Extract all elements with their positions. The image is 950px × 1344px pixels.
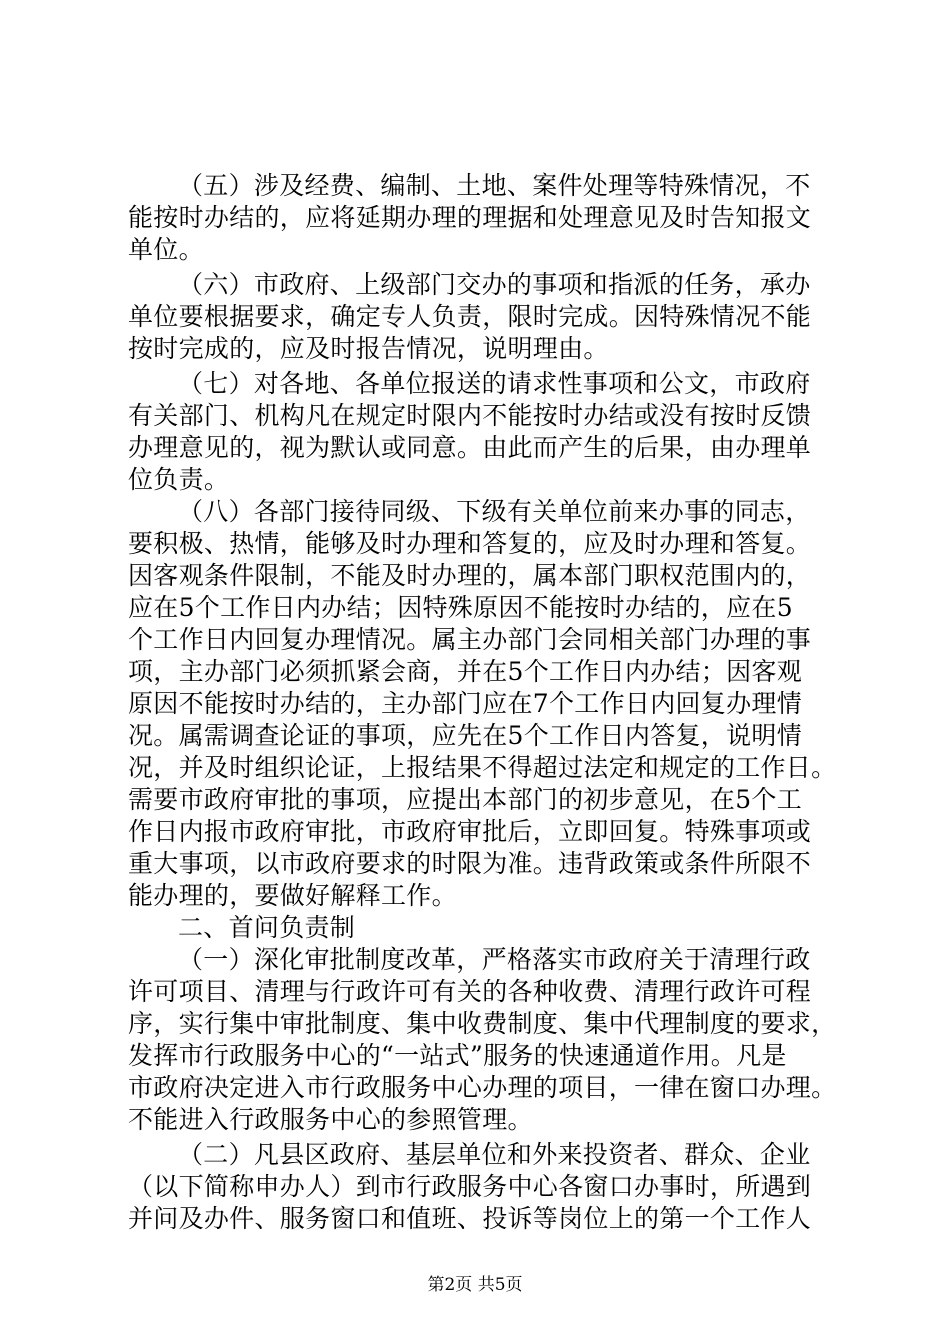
document-body bbox=[128, 170, 837, 1235]
section-2-paragraph-1-line-1: （一）深化审批制度改革，严格落实市政府关于清理行政 bbox=[178, 945, 811, 974]
paragraph-7-line-3: 办理意见的，视为默认或同意。由此而产生的后果，由办理单 bbox=[128, 433, 812, 462]
paragraph-8-line-12: 重大事项，以市政府要求的时限为准。违背政策或条件所限不 bbox=[128, 849, 812, 878]
section-2-paragraph-1-line-6: 不能进入行政服务中心的参照管理。 bbox=[128, 1105, 533, 1134]
paragraph-7-line-2: 有关部门、机构凡在规定时限内不能按时办结或没有按时反馈 bbox=[128, 401, 812, 430]
section-2-paragraph-1-line-5: 市政府决定进入市行政服务中心办理的项目，一律在窗口办理。 bbox=[128, 1073, 837, 1102]
paragraph-8-line-11: 作日内报市政府审批，市政府审批后，立即回复。特殊事项或 bbox=[128, 817, 812, 846]
paragraph-8-line-3: 因客观条件限制，不能及时办理的，属本部门职权范围内的， bbox=[128, 561, 812, 590]
paragraph-6-line-2: 单位要根据要求，确定专人负责，限时完成。因特殊情况不能 bbox=[128, 302, 812, 331]
section-2-paragraph-2-line-3: 并问及办件、服务窗口和值班、投诉等岗位上的第一个工作人 bbox=[128, 1204, 812, 1233]
paragraph-8-line-10: 需要市政府审批的事项，应提出本部门的初步意见，在5个工 bbox=[128, 785, 803, 814]
paragraph-8-line-8: 况。属需调查论证的事项，应先在5个工作日内答复，说明情 bbox=[128, 721, 803, 750]
section-2-paragraph-1-line-2: 许可项目、清理与行政许可有关的各种收费、清理行政许可程 bbox=[128, 977, 812, 1006]
paragraph-6-line-1: （六）市政府、上级部门交办的事项和指派的任务，承办 bbox=[178, 270, 811, 299]
paragraph-8-line-4: 应在5个工作日内办结；因特殊原因不能按时办结的，应在5 bbox=[128, 593, 793, 622]
section-2-paragraph-1-line-4: 发挥市行政服务中心的“一站式”服务的快速通道作用。凡是 bbox=[128, 1041, 787, 1070]
section-2-paragraph-2-line-2: （以下简称申办人）到市行政服务中心各窗口办事时，所遇到 bbox=[128, 1172, 812, 1201]
paragraph-5-line-3: 单位。 bbox=[128, 235, 204, 264]
paragraph-8-line-6: 项，主办部门必须抓紧会商，并在5个工作日内办结；因客观 bbox=[128, 657, 803, 686]
paragraph-8-line-1: （八）各部门接待同级、下级有关单位前来办事的同志， bbox=[178, 497, 811, 526]
paragraph-8-line-2: 要积极、热情，能够及时办理和答复的，应及时办理和答复。 bbox=[128, 529, 812, 558]
section-heading: 二、首问负责制 bbox=[178, 913, 356, 942]
section-2-paragraph-2-line-1: （二）凡县区政府、基层单位和外来投资者、群众、企业 bbox=[178, 1140, 811, 1169]
paragraph-6-line-3: 按时完成的，应及时报告情况，说明理由。 bbox=[128, 334, 609, 363]
paragraph-8-line-9: 况，并及时组织论证，上报结果不得超过法定和规定的工作日。 bbox=[128, 753, 837, 782]
paragraph-8-line-7: 原因不能按时办结的，主办部门应在7个工作日内回复办理情 bbox=[128, 689, 803, 718]
page-footer: 第2页 共5页 bbox=[427, 1275, 523, 1295]
paragraph-8-line-13: 能办理的，要做好解释工作。 bbox=[128, 881, 457, 910]
paragraph-5-line-1: （五）涉及经费、编制、土地、案件处理等特殊情况，不 bbox=[178, 171, 811, 200]
paragraph-8-line-5: 个工作日内回复办理情况。属主办部门会同相关部门办理的事 bbox=[128, 625, 812, 654]
section-2-paragraph-1-line-3: 序，实行集中审批制度、集中收费制度、集中代理制度的要求， bbox=[128, 1009, 837, 1038]
paragraph-7-line-4: 位负责。 bbox=[128, 465, 230, 494]
paragraph-7-line-1: （七）对各地、各单位报送的请求性事项和公文，市政府 bbox=[178, 369, 811, 398]
paragraph-5-line-2: 能按时办结的，应将延期办理的理据和处理意见及时告知报文 bbox=[128, 203, 812, 232]
